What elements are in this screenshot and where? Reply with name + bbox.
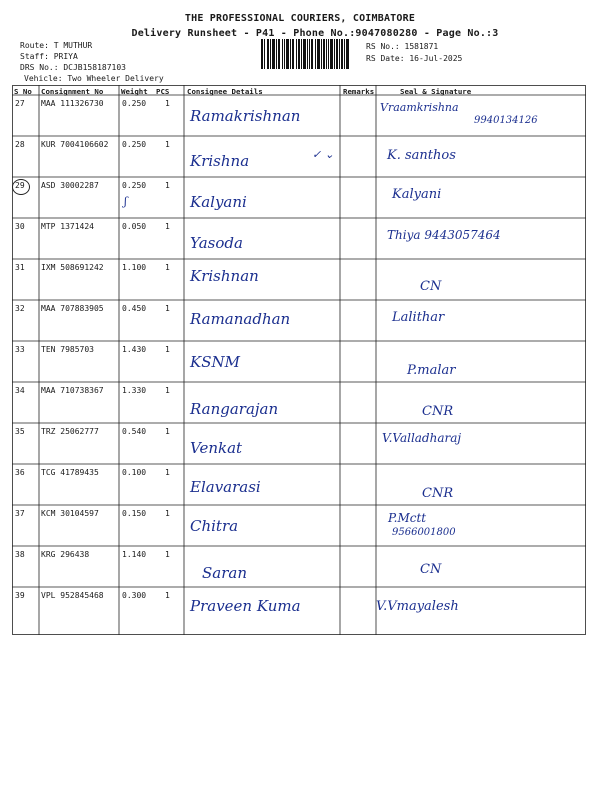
consignee-handwriting: Rangarajan [190, 400, 279, 418]
signature-handwriting: CN [420, 562, 442, 577]
sno-cell: 36 [15, 468, 25, 477]
signature-handwriting: V.Vmayalesh [376, 599, 459, 614]
col-consignment-header: Consignment No [41, 87, 104, 96]
table-row [12, 259, 586, 300]
signature-handwriting: CNR [422, 486, 454, 501]
col-signature-header: Seal & Signature [400, 87, 472, 96]
col-pcs-header: PCS [156, 87, 170, 96]
pen-mark-icon: ʃ [124, 195, 127, 208]
consignee-handwriting: Praveen Kuma [190, 597, 301, 615]
barcode [261, 39, 349, 69]
signature-handwriting: CNR [422, 404, 454, 419]
weight-cell: 1.100 [122, 263, 147, 272]
sno-cell: 30 [15, 222, 25, 231]
weight-cell: 0.540 [122, 427, 147, 436]
consignee-handwriting: Ramakrishnan [190, 107, 301, 125]
consignment-cell: MAA 710738367 [41, 386, 104, 395]
col-weight-header: Weight [121, 87, 148, 96]
weight-cell: 0.150 [122, 509, 147, 518]
signature-handwriting: CN [420, 279, 442, 294]
company-title: THE PROFESSIONAL COURIERS, COIMBATORE [184, 13, 416, 24]
weight-cell: 0.250 [122, 99, 147, 108]
col-remarks-header: Remarks [343, 87, 375, 96]
table-row [12, 505, 586, 546]
signature-handwriting: Lalithar [392, 310, 445, 325]
consignee-handwriting: Ramanadhan [190, 310, 291, 328]
signature-handwriting: V.Valladharaj [382, 431, 462, 445]
weight-cell: 0.050 [122, 222, 147, 231]
consignee-handwriting: Chitra [190, 517, 239, 535]
sno-text: 29 [15, 181, 25, 190]
signature-handwriting: Vraamkrishna [380, 101, 459, 114]
route-label: Route: T MUTHUR [20, 41, 93, 50]
consignment-cell: KRG 296438 [41, 550, 90, 559]
consignment-cell: TRZ 25062777 [41, 427, 99, 436]
signature-handwriting: K. santhos [387, 148, 456, 163]
consignee-handwriting: Venkat [190, 439, 243, 457]
delivery-table [12, 85, 586, 635]
circled-mark-icon [12, 179, 30, 195]
sno-cell [15, 181, 25, 190]
consignment-cell: MAA 111326730 [41, 99, 104, 108]
pcs-cell: 1 [165, 222, 170, 231]
pcs-cell: 1 [165, 140, 170, 149]
sno-cell: 39 [15, 591, 25, 600]
staff-label: Staff: PRIYA [20, 52, 78, 61]
pcs-cell: 1 [165, 550, 170, 559]
consignee-handwriting: KSNM [190, 353, 240, 371]
table-row [12, 177, 586, 218]
consignment-cell: KCM 30104597 [41, 509, 99, 518]
sno-cell: 35 [15, 427, 25, 436]
consignment-cell: ASD 30002287 [41, 181, 99, 190]
signature-phone-note: 9566001800 [392, 527, 456, 538]
table-row [12, 464, 586, 505]
signature-phone-note: 9940134126 [474, 115, 538, 126]
sno-cell: 38 [15, 550, 25, 559]
signature-handwriting: P.Mctt [388, 511, 427, 525]
sno-cell: 37 [15, 509, 25, 518]
consignee-handwriting: Krishnan [190, 267, 259, 285]
pcs-cell: 1 [165, 509, 170, 518]
table-row [12, 218, 586, 259]
sno-cell: 28 [15, 140, 25, 149]
table-row [12, 423, 586, 464]
consignee-handwriting: Krishna [190, 152, 250, 170]
rs-date: RS Date: 16-Jul-2025 [366, 54, 463, 63]
consignment-cell: MAA 707883905 [41, 304, 104, 313]
weight-cell: 0.250 [122, 181, 147, 190]
table-row [12, 341, 586, 382]
consignment-cell: MTP 1371424 [41, 222, 94, 231]
sno-cell: 32 [15, 304, 25, 313]
runsheet-title: Delivery Runsheet - P41 - Phone No.:9047080280 - Page No.:3 [131, 28, 499, 39]
pcs-cell: 1 [165, 468, 170, 477]
consignment-cell: TEN 7985703 [41, 345, 94, 354]
consignment-cell: KUR 7004106602 [41, 140, 109, 149]
pcs-cell: 1 [165, 263, 170, 272]
table-row [12, 95, 586, 136]
pcs-cell: 1 [165, 427, 170, 436]
vehicle-label: Vehicle: Two Wheeler Delivery [24, 74, 164, 83]
signature-handwriting: Thiya 9443057464 [387, 228, 501, 242]
table-row [12, 300, 586, 341]
col-sno-header: S No [14, 87, 32, 96]
signature-handwriting: Kalyani [392, 187, 442, 202]
pcs-cell: 1 [165, 181, 170, 190]
pcs-cell: 1 [165, 591, 170, 600]
weight-cell: 0.100 [122, 468, 147, 477]
drs-label: DRS No.: DCJB158187103 [20, 63, 126, 72]
table-row [12, 136, 586, 177]
consignment-cell: IXM 508691242 [41, 263, 104, 272]
pcs-cell: 1 [165, 345, 170, 354]
sno-cell: 27 [15, 99, 25, 108]
table-row [12, 546, 586, 587]
weight-cell: 0.250 [122, 140, 147, 149]
consignee-handwriting: Elavarasi [190, 478, 261, 496]
col-consignee-header: Consignee Details [187, 87, 263, 96]
weight-cell: 0.300 [122, 591, 147, 600]
weight-cell: 1.330 [122, 386, 147, 395]
tick-mark-icon: ✓ ⌄ [312, 148, 334, 161]
consignment-cell: VPL 952845468 [41, 591, 104, 600]
pcs-cell: 1 [165, 386, 170, 395]
table-row [12, 587, 586, 628]
signature-handwriting: P.malar [407, 363, 456, 378]
weight-cell: 1.430 [122, 345, 147, 354]
consignee-handwriting: Kalyani [190, 193, 247, 211]
consignee-handwriting: Yasoda [190, 234, 243, 252]
pcs-cell: 1 [165, 304, 170, 313]
consignee-handwriting: Saran [202, 564, 247, 582]
weight-cell: 0.450 [122, 304, 147, 313]
table-row [12, 382, 586, 423]
sno-cell: 31 [15, 263, 25, 272]
pcs-cell: 1 [165, 99, 170, 108]
weight-cell: 1.140 [122, 550, 147, 559]
rs-number: RS No.: 1581871 [366, 42, 439, 51]
sno-cell: 34 [15, 386, 25, 395]
consignment-cell: TCG 41789435 [41, 468, 99, 477]
sno-cell: 33 [15, 345, 25, 354]
